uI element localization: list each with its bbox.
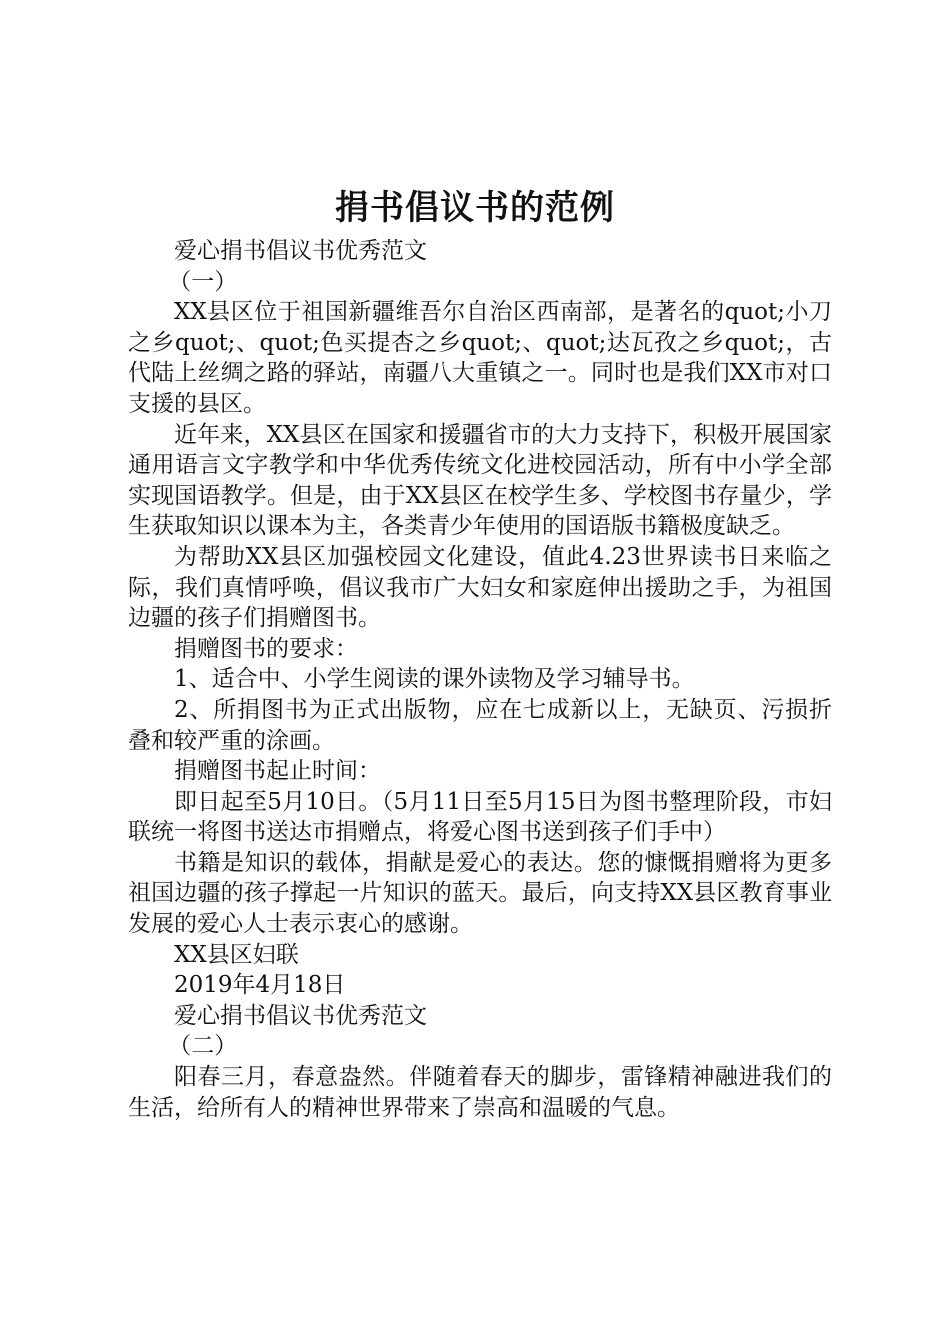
requirement-item: 1、适合中、小学生阅读的课外读物及学习辅导书。 — [174, 666, 695, 693]
requirements-heading: 捐赠图书的要求： — [174, 635, 358, 662]
section-number: （一） — [168, 268, 238, 295]
section-heading: 爱心捐书倡议书优秀范文 — [174, 238, 427, 264]
document-body — [128, 236, 832, 1123]
paragraph: XX县区位于祖国新疆维吾尔自治区西南部，是著名的quot;小刀之乡quot;、quot;色买提杏之乡quot;、quot;达瓦孜之乡quot;，古代陆上丝绸之路的驿站，南疆八大重镇之一。同时也是我们XX市对口支援的县区。 — [128, 299, 832, 417]
signature: XX县区妇联 — [174, 941, 299, 968]
section-heading: 爱心捐书倡议书优秀范文 — [174, 1002, 427, 1029]
date: 2019年4月18日 — [174, 972, 346, 999]
period-heading: 捐赠图书起止时间： — [174, 758, 381, 785]
paragraph: 书籍是知识的载体，捐献是爱心的表达。您的慷慨捐赠将为更多祖国边疆的孩子撑起一片知识的蓝天。最后，向支持XX县区教育事业发展的爱心人士表示衷心的感谢。 — [128, 849, 832, 938]
paragraph: 即日起至5月10日。（5月11日至5月15日为图书整理阶段，市妇联统一将图书送达市捐赠点，将爱心图书送到孩子们手中） — [128, 788, 832, 846]
document-title: 捐书倡议书的范例 — [335, 188, 615, 228]
paragraph: 近年来，XX县区在国家和援疆省市的大力支持下，积极开展国家通用语言文字教学和中华优秀传统文化进校园活动，所有中小学全部实现国语教学。但是，由于XX县区在校学生多、学校图书存量少，学生获取知识以课本为主，各类青少年使用的国语版书籍极度缺乏。 — [128, 421, 832, 540]
paragraph: 阳春三月，春意盎然。伴随着春天的脚步，雷锋精神融进我们的生活，给所有人的精神世界带来了崇高和温暖的气息。 — [128, 1064, 832, 1121]
section-number: （二） — [168, 1033, 238, 1060]
paragraph: 为帮助XX县区加强校园文化建设，值此4.23世界读书日来临之际，我们真情呼唤，倡议我市广大妇女和家庭伸出援助之手，为祖国边疆的孩子们捐赠图书。 — [128, 543, 832, 632]
requirement-item: 2、所捐图书为正式出版物，应在七成新以上，无缺页、污损折叠和较严重的涂画。 — [128, 696, 832, 754]
